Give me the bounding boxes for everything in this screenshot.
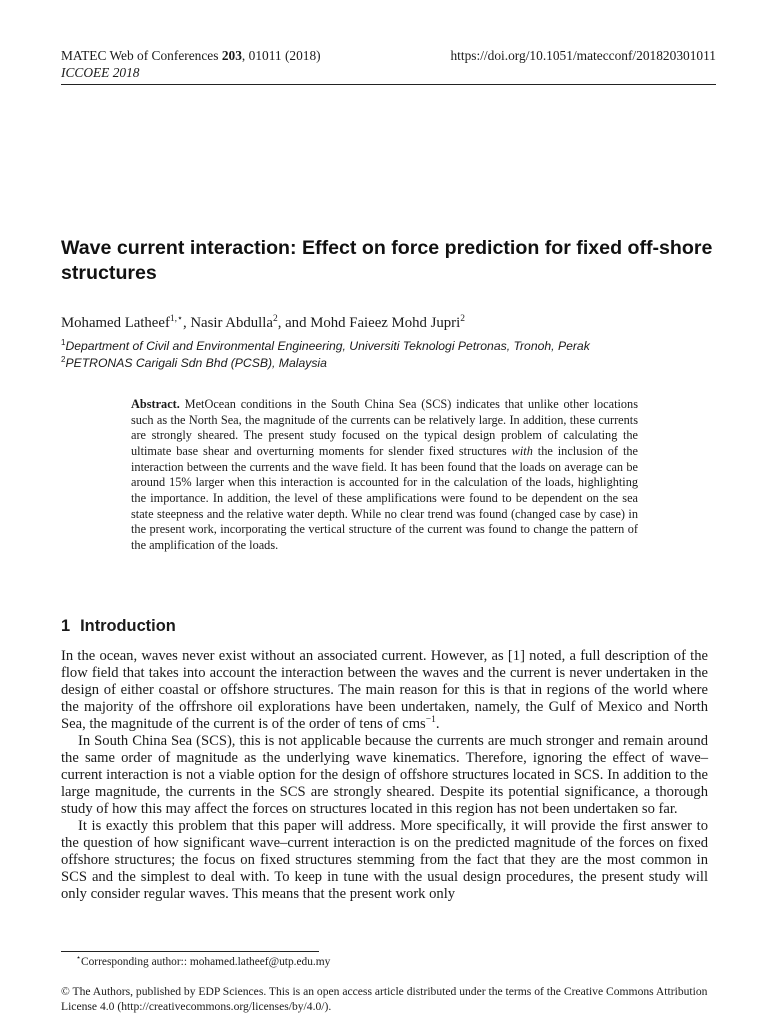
abstract [131, 397, 638, 554]
affiliations [61, 338, 721, 371]
author-affiliation-mark: 2 [460, 314, 465, 325]
footnote-rule [61, 951, 319, 952]
abstract-emphasis: with [511, 443, 533, 458]
affiliation-mark: 2 [61, 354, 66, 364]
abstract-label: Abstract. [131, 397, 180, 411]
author-name: Mohamed Latheef [61, 315, 170, 331]
conference-name: ICCOEE 2018 [61, 65, 140, 80]
affiliation-line [61, 355, 721, 372]
section-title: Introduction [80, 617, 176, 635]
abstract-text: the inclusion of the interaction between the currents and the wave field. It has been found that the loads on average can be around 15% larger when this interaction is accounted for in the calculation of the loads, highlighting the importance. In addition, the level of these amplifications were found to be dependent on the sea state steepness and the relative water depth. While no clear trend was found (changed case by case) in the present work, incorporating the vertical structure of the current was found to change the pattern of the amplification of the loads. [131, 443, 638, 552]
paragraph-end: . [435, 716, 440, 732]
doi-link[interactable]: https://doi.org/10.1051/matecconf/201820301011 [450, 48, 716, 63]
author-affiliation-mark: 1,⋆ [169, 314, 183, 325]
paragraph: It is exactly this problem that this paper will address. More specifically, it will provide the first answer to the question of how significant wave–current interaction is on the predicted magnitude of the forces on fixed offshore structures; the focus on fixed structures stemming from the fact that they are the most common in SCS and the simplest to deal with. To keep in tune with the usual design procedures, the present study will only consider regular waves. This means that the present work only [61, 818, 708, 902]
article-number-year: , 01011 (2018) [241, 48, 321, 63]
paragraph: In South China Sea (SCS), this is not applicable because the currents are much stronger and remain around the same order of magnitude as the underlying wave kinematics. Therefore, ignoring the effect of wave–current interaction is not a viable option for the design of offshore structures located in SCS. In addition to the large magnitude, the currents in the SCS are strongly sheared. Despite its potential significance, a thorough study of how this may affect the forces on structures located in this region has not been undertaken so far. [61, 733, 708, 817]
journal-volume: 203 [221, 48, 242, 63]
author-list [61, 314, 721, 332]
author-separator: , and [277, 315, 311, 331]
footnote-mark: ⋆ [76, 953, 82, 963]
affiliation-mark: 1 [61, 337, 66, 347]
footnote [76, 955, 330, 969]
author-name: Mohd Faieez Mohd Jupri [310, 315, 461, 331]
affiliation-line [61, 338, 721, 355]
author-affiliation-mark: 2 [272, 314, 278, 325]
author-separator: , [182, 315, 191, 331]
journal-citation [61, 47, 321, 64]
section-number: 1 [61, 617, 71, 635]
journal-name: MATEC Web of Conferences [61, 48, 219, 63]
journal-info [61, 47, 321, 81]
unit-exponent: −1 [425, 715, 436, 726]
affiliation-text: PETRONAS Carigali Sdn Bhd (PCSB), Malaysia [65, 355, 327, 370]
paragraph-text: In the ocean, waves never exist without an associated current. However, as [1] noted, a full description of the flow field that takes into account the interaction between the waves and the current is never undertaken in the design of either coastal or offshore structures. The main reason for this is that in regions of the world where the majority of the offrshore oil explorations have been undertaken, namely, the Gulf of Mexico and North Sea, the magnitude of the current is of the order of tens of cms [61, 648, 708, 732]
license-notice: © The Authors, published by EDP Sciences. This is an open access article distributed under the terms of the Creative Commons Attribution License 4.0 (http://creativecommons.org/licenses/by/4.0/). [61, 985, 708, 1013]
corresponding-author: Corresponding author:: mohamed.latheef@utp.edu.my [81, 956, 331, 968]
author-name: Nasir Abdulla [190, 315, 273, 331]
running-header [61, 45, 716, 85]
abstract-text: MetOcean conditions in the South China Sea (SCS) indicates that unlike other locations such as the North Sea, the magnitude of the currents can be relatively large. In addition, these currents are strongly sheared. The present study focused on the typical design problem of calculating the ultimate base shear and overturning moments for slender fixed structures [131, 397, 638, 458]
section-heading [61, 616, 721, 636]
body-text [61, 648, 708, 903]
affiliation-text: Department of Civil and Environmental Engineering, Universiti Teknologi Petronas, Tronoh, Perak [65, 339, 590, 353]
paragraph [61, 648, 708, 733]
paper-title: Wave current interaction: Effect on force prediction for fixed off-shore structures [61, 237, 713, 284]
